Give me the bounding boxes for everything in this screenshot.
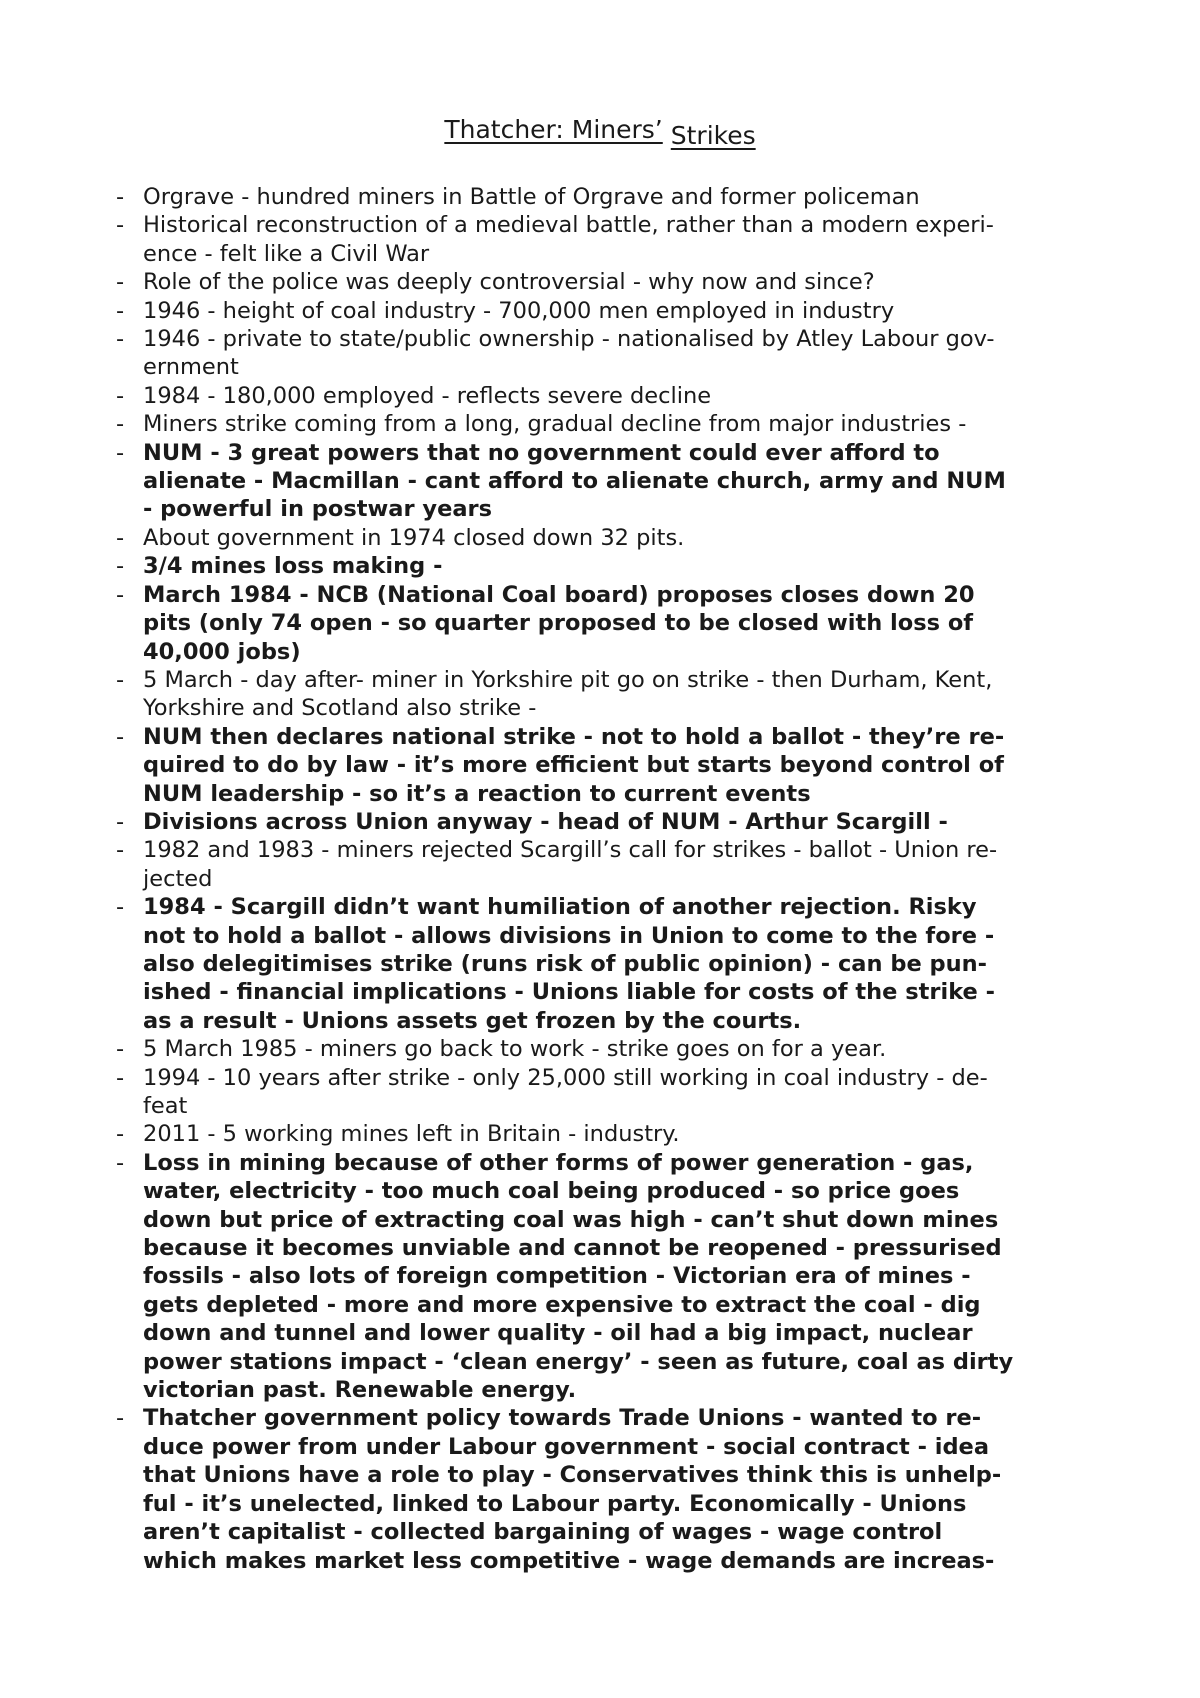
bullet-text-line: - powerful in postwar years bbox=[143, 496, 493, 523]
bullet-text-line: Role of the police was deeply controversial - why now and since? bbox=[143, 269, 875, 296]
bullet-dash: - bbox=[116, 326, 125, 353]
bullet-text-line: 1946 - private to state/public ownership - nationalised by Atley Labour gov- bbox=[143, 326, 995, 353]
bullet-text-line: 5 March 1985 - miners go back to work - strike goes on for a year. bbox=[143, 1036, 887, 1063]
bullet-text-line: 1984 - Scargill didn’t want humiliation of another rejection. Risky bbox=[143, 894, 977, 921]
bullet-item bbox=[112, 552, 1097, 580]
bullet-text bbox=[143, 666, 1097, 723]
bullet-dash: - bbox=[116, 524, 125, 551]
bullet-item bbox=[112, 1149, 1097, 1405]
bullet-text-line: also delegitimises strike (runs risk of public opinion) - can be pun- bbox=[143, 950, 988, 977]
bullet-text-line: pits (only 74 open - so quarter proposed to be closed with loss of bbox=[143, 610, 974, 637]
bullet-text bbox=[143, 723, 1097, 808]
bullet-dash: - bbox=[116, 666, 125, 693]
bullet-dash: - bbox=[116, 1149, 125, 1176]
bullet-item bbox=[112, 439, 1097, 524]
bullet-text bbox=[143, 410, 1097, 438]
bullet-text bbox=[143, 893, 1097, 1035]
bullet-dash: - bbox=[116, 723, 125, 750]
bullet-item bbox=[112, 836, 1097, 893]
bullet-text-line: ernment bbox=[143, 354, 239, 381]
bullet-item bbox=[112, 410, 1097, 438]
bullet-text-line: ished - financial implications - Unions liable for costs of the strike - bbox=[143, 979, 995, 1006]
bullet-text-line: March 1984 - NCB (National Coal board) proposes closes down 20 bbox=[143, 581, 975, 608]
bullet-item bbox=[112, 268, 1097, 296]
bullet-text-line: gets depleted - more and more expensive to extract the coal - dig bbox=[143, 1291, 981, 1318]
bullet-text bbox=[143, 581, 1097, 666]
bullet-list bbox=[112, 183, 1097, 1575]
bullet-text-line: 3/4 mines loss making - bbox=[143, 553, 443, 580]
bullet-dash: - bbox=[116, 553, 125, 580]
bullet-text-line: 5 March - day after- miner in Yorkshire pit go on strike - then Durham, Kent, bbox=[143, 666, 993, 693]
bullet-text bbox=[143, 211, 1097, 268]
bullet-text-line: aren’t capitalist - collected bargaining of wages - wage control bbox=[143, 1519, 943, 1546]
bullet-text bbox=[143, 1404, 1097, 1574]
bullet-text-line: fossils - also lots of foreign competition - Victorian era of mines - bbox=[143, 1263, 971, 1290]
bullet-text-line: Miners strike coming from a long, gradual decline from major industries - bbox=[143, 411, 967, 438]
bullet-text-line: down but price of extracting coal was high - can’t shut down mines bbox=[143, 1206, 999, 1233]
bullet-text-line: feat bbox=[143, 1093, 188, 1119]
bullet-item bbox=[112, 1404, 1097, 1574]
bullet-item bbox=[112, 382, 1097, 410]
bullet-text bbox=[143, 552, 1097, 580]
bullet-text bbox=[143, 382, 1097, 410]
bullet-text bbox=[143, 1149, 1097, 1405]
bullet-text-line: duce power from under Labour government - social contract - idea bbox=[143, 1433, 990, 1460]
bullet-dash: - bbox=[116, 808, 125, 835]
bullet-text bbox=[143, 808, 1097, 836]
bullet-text-line: 1982 and 1983 - miners rejected Scargill’s call for strikes - ballot - Union re- bbox=[143, 837, 998, 864]
bullet-text-line: ful - it’s unelected, linked to Labour party. Economically - Unions bbox=[143, 1490, 967, 1517]
bullet-dash: - bbox=[116, 411, 125, 438]
bullet-text bbox=[143, 268, 1097, 296]
bullet-dash: - bbox=[116, 894, 125, 921]
bullet-text-line: not to hold a ballot - allows divisions in Union to come to the fore - bbox=[143, 922, 995, 949]
bullet-item bbox=[112, 325, 1097, 382]
bullet-text-line: because it becomes unviable and cannot be reopened - pressurised bbox=[143, 1235, 1002, 1262]
bullet-text-line: Loss in mining because of other forms of power generation - gas, bbox=[143, 1149, 974, 1176]
bullet-text-line: NUM - 3 great powers that no government could ever afford to bbox=[143, 439, 940, 466]
bullet-text-line: down and tunnel and lower quality - oil had a big impact, nuclear bbox=[143, 1320, 973, 1347]
bullet-text-line: 1946 - height of coal industry - 700,000 men employed in industry bbox=[143, 297, 895, 324]
title-part-1: Thatcher: Miners’ bbox=[444, 115, 663, 144]
bullet-text-line: quired to do by law - it’s more efficient but starts beyond control of bbox=[143, 752, 1004, 779]
bullet-text-line: power stations impact - ‘clean energy’ - seen as future, coal as dirty bbox=[143, 1348, 1014, 1375]
bullet-text-line: 40,000 jobs) bbox=[143, 638, 301, 665]
bullet-item bbox=[112, 1064, 1097, 1121]
bullet-text-line: ence - felt like a Civil War bbox=[143, 240, 430, 267]
bullet-text-line: victorian past. Renewable energy. bbox=[143, 1377, 577, 1404]
bullet-text-line: NUM then declares national strike - not to hold a ballot - they’re re- bbox=[143, 723, 1005, 750]
bullet-item bbox=[112, 211, 1097, 268]
bullet-dash: - bbox=[116, 1121, 125, 1148]
bullet-dash: - bbox=[116, 837, 125, 864]
bullet-text bbox=[143, 1064, 1097, 1121]
bullet-text-line: Thatcher government policy towards Trade Unions - wanted to re- bbox=[143, 1405, 982, 1432]
bullet-text-line: 1984 - 180,000 employed - reflects severe decline bbox=[143, 382, 712, 409]
bullet-item bbox=[112, 666, 1097, 723]
bullet-dash: - bbox=[116, 212, 125, 239]
bullet-item bbox=[112, 524, 1097, 552]
bullet-text-line: About government in 1974 closed down 32 pits. bbox=[143, 524, 685, 551]
bullet-dash: - bbox=[116, 439, 125, 466]
bullet-text-line: Divisions across Union anyway - head of NUM - Arthur Scargill - bbox=[143, 808, 948, 835]
document-title bbox=[0, 114, 1200, 150]
bullet-text bbox=[143, 836, 1097, 893]
bullet-text-line: which makes market less competitive - wage demands are increas- bbox=[143, 1547, 995, 1574]
bullet-text-line: 2011 - 5 working mines left in Britain - industry. bbox=[143, 1121, 680, 1148]
bullet-dash: - bbox=[116, 1405, 125, 1432]
bullet-item bbox=[112, 1120, 1097, 1148]
bullet-dash: - bbox=[116, 269, 125, 296]
bullet-text-line: that Unions have a role to play - Conservatives think this is unhelp- bbox=[143, 1462, 1002, 1489]
bullet-dash: - bbox=[116, 184, 125, 210]
bullet-text-line: alienate - Macmillan - cant afford to alienate church, army and NUM bbox=[143, 468, 1006, 495]
bullet-text bbox=[143, 439, 1097, 524]
bullet-item bbox=[112, 1035, 1097, 1063]
bullet-dash: - bbox=[116, 581, 125, 608]
bullet-item bbox=[112, 808, 1097, 836]
bullet-item bbox=[112, 723, 1097, 808]
bullet-item bbox=[112, 893, 1097, 1035]
bullet-text-line: Historical reconstruction of a medieval battle, rather than a modern experi- bbox=[143, 212, 994, 239]
bullet-text-line: water, electricity - too much coal being produced - so price goes bbox=[143, 1178, 960, 1205]
bullet-text bbox=[143, 183, 1097, 211]
bullet-text-line: 1994 - 10 years after strike - only 25,000 still working in coal industry - de- bbox=[143, 1064, 988, 1091]
bullet-text bbox=[143, 1035, 1097, 1063]
bullet-item bbox=[112, 581, 1097, 666]
title-part-2: Strikes bbox=[670, 121, 756, 150]
bullet-item bbox=[112, 183, 1097, 211]
bullet-dash: - bbox=[116, 382, 125, 409]
bullet-item bbox=[112, 297, 1097, 325]
bullet-text-line: Yorkshire and Scotland also strike - bbox=[143, 695, 537, 722]
bullet-text-line: NUM leadership - so it’s a reaction to current events bbox=[143, 780, 811, 807]
bullet-text bbox=[143, 297, 1097, 325]
bullet-dash: - bbox=[116, 1064, 125, 1091]
bullet-dash: - bbox=[116, 1036, 125, 1063]
bullet-text-line: as a result - Unions assets get frozen by the courts. bbox=[143, 1007, 802, 1034]
bullet-text-line: Orgrave - hundred miners in Battle of Orgrave and former policeman bbox=[143, 184, 920, 210]
bullet-dash: - bbox=[116, 297, 125, 324]
bullet-text bbox=[143, 524, 1097, 552]
bullet-text bbox=[143, 1120, 1097, 1148]
bullet-text bbox=[143, 325, 1097, 382]
bullet-text-line: jected bbox=[143, 865, 213, 892]
